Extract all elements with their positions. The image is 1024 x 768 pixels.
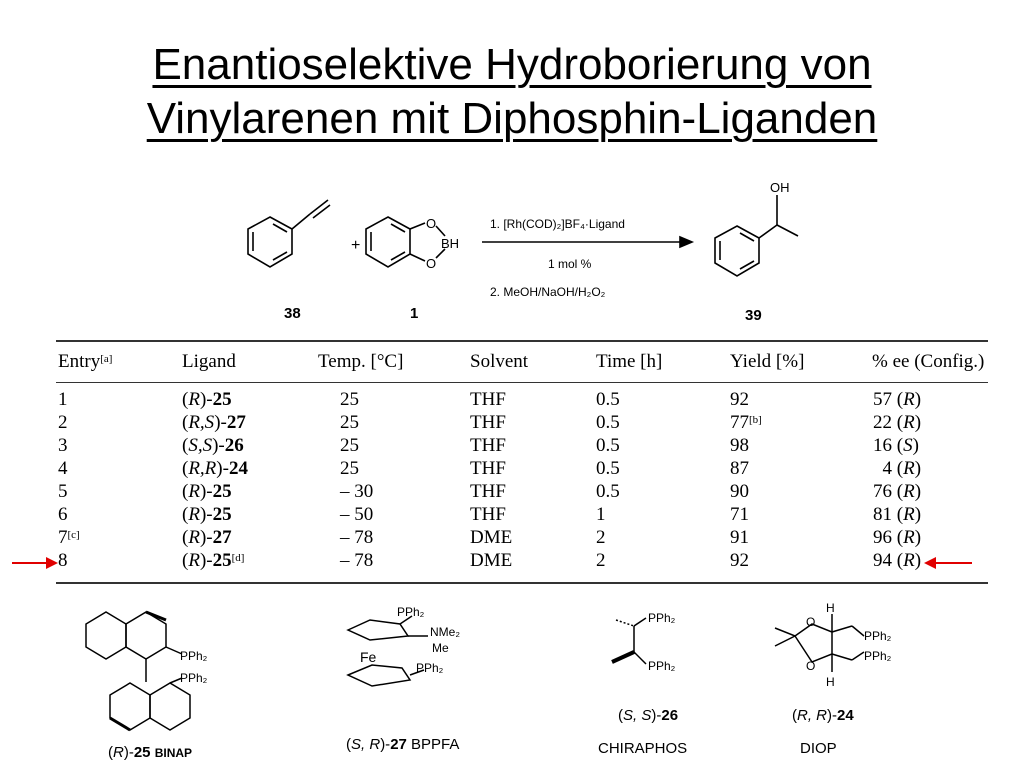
cell-temp: 25 bbox=[340, 389, 359, 410]
diop-pph2-lower: PPh₂ bbox=[864, 649, 892, 663]
left-arrow-icon bbox=[12, 557, 58, 569]
diop-h-bottom: H bbox=[826, 675, 835, 689]
caption-diop-name: DIOP bbox=[800, 740, 837, 757]
condition-3: 2. MeOH/NaOH/H₂O₂ bbox=[490, 285, 606, 299]
cell-entry: 8 bbox=[58, 550, 68, 571]
cell-temp: 25 bbox=[340, 435, 359, 456]
chiraphos-pph2-lower: PPh₂ bbox=[648, 659, 676, 673]
cell-yield: 92 bbox=[730, 389, 749, 410]
cell-ee: 94 (R) bbox=[873, 550, 922, 571]
cell-ee: 96 (R) bbox=[873, 527, 922, 548]
cell-time: 0.5 bbox=[596, 481, 620, 502]
caption-chiraphos-name: CHIRAPHOS bbox=[598, 740, 688, 757]
table-bottom-rule bbox=[56, 582, 988, 584]
header-time: Time [h] bbox=[596, 351, 663, 372]
cell-solvent: DME bbox=[470, 527, 513, 548]
cell-temp: – 30 bbox=[340, 481, 374, 502]
caption-chiraphos-id: (S, S)-26 bbox=[618, 707, 679, 724]
bppfa-pph2-top: PPh₂ bbox=[397, 605, 425, 619]
slide-title bbox=[0, 38, 1024, 146]
header-solvent: Solvent bbox=[470, 351, 529, 372]
cell-ligand: (R)-25 bbox=[182, 481, 232, 502]
chiraphos-pph2-upper: PPh₂ bbox=[648, 611, 676, 625]
product-structure bbox=[715, 195, 798, 276]
title-line-2: Vinylarenen mit Diphosphin-Liganden bbox=[146, 94, 878, 143]
ligand-structures bbox=[0, 590, 1024, 768]
binap-structure bbox=[86, 612, 190, 730]
cell-temp: 25 bbox=[340, 458, 359, 479]
cell-solvent: THF bbox=[470, 481, 506, 502]
diop-o-bottom: O bbox=[806, 659, 816, 673]
cell-yield: 98 bbox=[730, 435, 749, 456]
cell-time: 0.5 bbox=[596, 389, 620, 410]
cell-ee: 76 (R) bbox=[873, 481, 922, 502]
cell-yield: 87 bbox=[730, 458, 749, 479]
diop-h-top: H bbox=[826, 601, 835, 615]
cell-temp: – 78 bbox=[340, 527, 374, 548]
bppfa-fe: Fe bbox=[360, 649, 377, 665]
caption-binap: (R)-25 BINAP bbox=[108, 744, 193, 761]
cell-entry: 2 bbox=[58, 412, 68, 433]
cell-time: 2 bbox=[596, 527, 606, 548]
cell-entry: 4 bbox=[58, 458, 68, 479]
cell-entry: 6 bbox=[58, 504, 68, 525]
cell-entry: 7[c] bbox=[58, 527, 80, 548]
cell-ligand: (R)-25[d] bbox=[182, 550, 245, 571]
cell-yield: 77[b] bbox=[730, 412, 762, 433]
reaction-scheme bbox=[0, 170, 1024, 330]
compound-label-39: 39 bbox=[745, 307, 762, 324]
header-temp: Temp. [°C] bbox=[318, 351, 404, 372]
cell-solvent: THF bbox=[470, 412, 506, 433]
cell-ee: 4 (R) bbox=[882, 458, 922, 479]
hydroxyl-label: OH bbox=[770, 180, 790, 195]
cell-solvent: THF bbox=[470, 389, 506, 410]
caption-bppfa: (S, R)-27 BPPFA bbox=[346, 736, 460, 753]
cell-ligand: (R,R)-24 bbox=[182, 458, 248, 479]
cell-entry: 5 bbox=[58, 481, 68, 502]
diop-structure bbox=[775, 614, 864, 672]
plus-sign: + bbox=[351, 237, 361, 254]
cell-ee: 22 (R) bbox=[873, 412, 922, 433]
compound-label-1: 1 bbox=[410, 305, 419, 322]
header-ligand: Ligand bbox=[182, 351, 236, 372]
cell-ee: 81 (R) bbox=[873, 504, 922, 525]
bppfa-me: Me bbox=[432, 641, 449, 655]
cell-ee: 16 (S) bbox=[873, 435, 919, 456]
title-line-1: Enantioselektive Hydroborierung von bbox=[152, 40, 872, 89]
header-yield: Yield [%] bbox=[730, 351, 805, 372]
right-arrow-icon bbox=[924, 557, 972, 569]
cell-temp: 25 bbox=[340, 412, 359, 433]
cell-time: 0.5 bbox=[596, 412, 620, 433]
cell-time: 1 bbox=[596, 504, 606, 525]
diop-o-top: O bbox=[806, 615, 816, 629]
cell-ligand: (R)-25 bbox=[182, 389, 232, 410]
chiraphos-structure bbox=[612, 618, 646, 664]
compound-label-38: 38 bbox=[284, 305, 301, 322]
cell-solvent: THF bbox=[470, 458, 506, 479]
cell-ligand: (R,S)-27 bbox=[182, 412, 246, 433]
oxygen-label-top: O bbox=[426, 216, 437, 231]
cell-entry: 3 bbox=[58, 435, 68, 456]
bppfa-nme2: NMe₂ bbox=[430, 625, 460, 639]
cell-ligand: (R)-27 bbox=[182, 527, 232, 548]
bppfa-pph2-bottom: PPh₂ bbox=[416, 661, 444, 675]
cell-time: 0.5 bbox=[596, 458, 620, 479]
diop-pph2-upper: PPh₂ bbox=[864, 629, 892, 643]
styrene-structure bbox=[248, 200, 330, 267]
cell-yield: 90 bbox=[730, 481, 749, 502]
boron-label: BH bbox=[441, 236, 460, 251]
highlight-arrows bbox=[0, 550, 1024, 580]
cell-time: 2 bbox=[596, 550, 606, 571]
header-entry: Entry[a] bbox=[58, 351, 113, 372]
condition-1: 1. [Rh(COD)₂]BF₄·Ligand bbox=[490, 217, 625, 231]
table-top-rule bbox=[56, 340, 988, 342]
cell-time: 0.5 bbox=[596, 435, 620, 456]
cell-ligand: (S,S)-26 bbox=[182, 435, 244, 456]
binap-pph2-lower: PPh₂ bbox=[180, 671, 208, 685]
cell-solvent: THF bbox=[470, 435, 506, 456]
cell-yield: 71 bbox=[730, 504, 749, 525]
caption-diop-id: (R, R)-24 bbox=[792, 707, 854, 724]
header-ee: % ee (Config.) bbox=[872, 351, 985, 372]
cell-entry: 1 bbox=[58, 389, 68, 410]
cell-solvent: DME bbox=[470, 550, 513, 571]
cell-temp: – 50 bbox=[340, 504, 374, 525]
cell-ligand: (R)-25 bbox=[182, 504, 232, 525]
cell-yield: 92 bbox=[730, 550, 749, 571]
cell-ee: 57 (R) bbox=[873, 389, 922, 410]
cell-temp: – 78 bbox=[340, 550, 374, 571]
condition-2: 1 mol % bbox=[548, 257, 592, 271]
binap-pph2-upper: PPh₂ bbox=[180, 649, 208, 663]
cell-yield: 91 bbox=[730, 527, 749, 548]
oxygen-label-bottom: O bbox=[426, 256, 437, 271]
table-header-rule bbox=[56, 382, 988, 383]
cell-solvent: THF bbox=[470, 504, 506, 525]
